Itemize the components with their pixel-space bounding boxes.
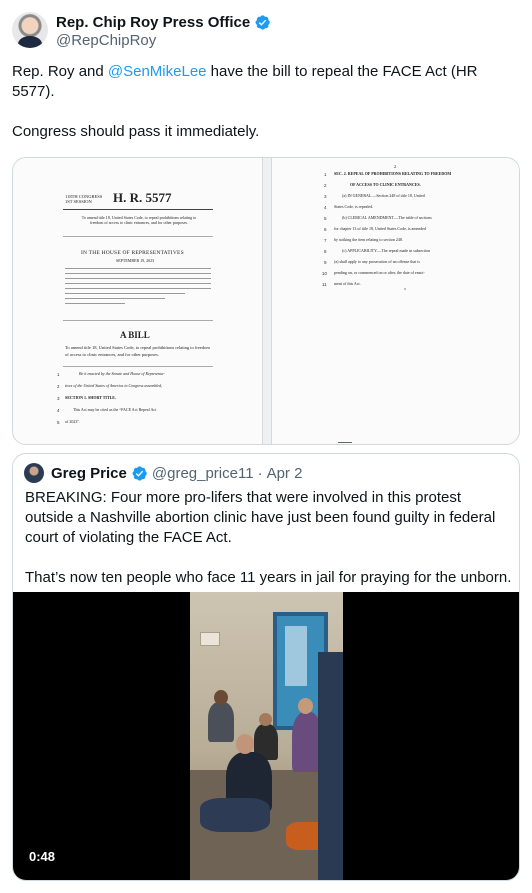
bill-line-text: (a) IN GENERAL.—Section 248 of title 18, United — [342, 193, 425, 198]
tweet-text-part: Rep. Roy and — [12, 63, 108, 80]
bill-line-text: tives of the United States of America in Congress assembled, — [65, 383, 163, 388]
bill-page-2 — [271, 158, 520, 445]
line-number: 2 — [324, 183, 327, 188]
line-number: 4 — [57, 408, 60, 413]
doc-line — [65, 273, 211, 274]
bill-short-desc: To amend title 18, United States Code, to repeal prohibitions relating to freedom of access to clinic entrances, and for other purposes. — [81, 215, 197, 225]
line-number: 5 — [324, 216, 327, 221]
quoted-author-handle[interactable]: @greg_price11 — [151, 464, 254, 482]
person-head — [259, 713, 272, 726]
bill-session-text: 1ST SESSION — [65, 199, 92, 204]
verified-badge-icon — [254, 14, 271, 31]
bill-line-text: Be it enacted by the Senate and House of Representa- — [79, 371, 165, 376]
doc-line — [65, 298, 165, 299]
quoted-date[interactable]: Apr 2 — [266, 464, 303, 482]
doc-line — [65, 303, 125, 304]
tweet-text-line: Congress should pass it immediately. — [12, 123, 260, 140]
bill-page-1 — [13, 158, 263, 445]
verified-badge-icon — [131, 465, 148, 482]
bill-line-text: of 2023”. — [65, 419, 81, 424]
bill-line-text: OF ACCESS TO CLINIC ENTRANCES. — [350, 182, 421, 187]
video-frame — [190, 592, 343, 880]
line-number: 6 — [324, 227, 327, 232]
line-number: 3 — [57, 396, 60, 401]
line-number: 4 — [324, 205, 327, 210]
person — [208, 702, 234, 742]
tweet-text — [12, 62, 517, 142]
doc-line — [65, 293, 185, 294]
bill-date: SEPTEMBER 19, 2023 — [116, 258, 155, 263]
line-number: 1 — [57, 372, 60, 377]
doc-mark — [404, 288, 406, 290]
line-number: 10 — [322, 271, 328, 276]
mention-link[interactable]: @SenMikeLee — [107, 63, 207, 80]
quoted-text — [25, 488, 513, 588]
person-head — [214, 690, 228, 705]
author-avatar[interactable] — [12, 12, 48, 48]
doc-line — [65, 288, 211, 289]
person-legs — [200, 798, 270, 832]
bill-congress — [65, 194, 102, 204]
line-number: 2 — [57, 384, 60, 389]
quoted-tweet[interactable] — [12, 453, 520, 881]
doc-rule — [63, 366, 213, 367]
quoted-author-avatar[interactable] — [24, 463, 44, 483]
bill-line-text: pending on, or commenced on or after, the date of enact- — [334, 270, 425, 275]
line-number: 3 — [324, 194, 327, 199]
bill-line-text: by striking the item relating to section 248. — [334, 237, 403, 242]
doc-rule — [63, 236, 213, 237]
author-display-name[interactable]: Rep. Chip Roy Press Office — [56, 13, 251, 31]
person-head — [236, 734, 254, 754]
doc-line — [65, 268, 211, 269]
person-head — [298, 698, 313, 714]
doc-line — [65, 283, 211, 284]
line-number: 11 — [322, 282, 327, 287]
bill-image[interactable] — [12, 157, 520, 445]
bill-heading: A BILL — [120, 330, 150, 340]
doc-footer-mark — [338, 442, 352, 443]
doc-rule — [63, 209, 213, 210]
officer — [318, 652, 343, 880]
line-number: 9 — [324, 260, 327, 265]
bill-line-text: (b) CLERICAL AMENDMENT.—The table of sections — [342, 215, 432, 220]
bill-purpose: To amend title 18, United States Code, to repeal prohibitions relating to freedom of access to clinic entrances, and for other purposes. — [65, 345, 210, 357]
quoted-text-para: BREAKING: Four more pro-lifers that were involved in this protest outside a Nashville abortion clinic have just been found guilty in federal court of violating the FACE Act. — [25, 489, 496, 546]
line-number: 1 — [324, 172, 327, 177]
author-name-row — [56, 12, 271, 32]
author-handle[interactable]: @RepChipRoy — [56, 32, 157, 49]
separator-dot: · — [257, 464, 263, 482]
bill-congress-text: 118TH CONGRESS — [65, 194, 103, 199]
bill-line-text: for chapter 13 of title 18, United States Code, is amended — [334, 226, 426, 231]
page-number: 2 — [394, 164, 397, 169]
tweet-text-part: have the bill to repeal the FACE Act (HR 5577). — [12, 63, 478, 100]
doc-line — [65, 278, 211, 279]
bill-line-text: SECTION 1. SHORT TITLE. — [65, 395, 116, 400]
bill-line-text: States Code, is repealed. — [334, 204, 374, 209]
bill-line-text: This Act may be cited as the “FACE Act Repeal Act — [73, 407, 157, 412]
bill-line-text: SEC. 2. REPEAL OF PROHIBITIONS RELATING TO FREEDOM — [334, 171, 452, 176]
bill-line-text: ment of this Act. — [334, 281, 361, 286]
line-number: 7 — [324, 238, 327, 243]
wall-sign — [200, 632, 220, 646]
bill-number: H. R. 5577 — [113, 190, 172, 205]
bill-line-text: (a) shall apply to any prosecution of an offense that is — [334, 259, 420, 264]
quoted-text-para: That’s now ten people who face 11 years in jail for praying for the unborn. — [25, 569, 512, 586]
line-number: 5 — [57, 420, 60, 425]
video-duration: 0:48 — [25, 847, 59, 866]
video-player[interactable] — [13, 592, 519, 880]
bill-line-text: (c) APPLICABILITY.—The repeal made in subsection — [342, 248, 431, 253]
quoted-header — [51, 464, 302, 482]
quoted-author-name[interactable]: Greg Price — [51, 464, 127, 482]
doc-rule — [63, 320, 213, 321]
bill-house: IN THE HOUSE OF REPRESENTATIVES — [81, 250, 184, 256]
line-number: 8 — [324, 249, 327, 254]
